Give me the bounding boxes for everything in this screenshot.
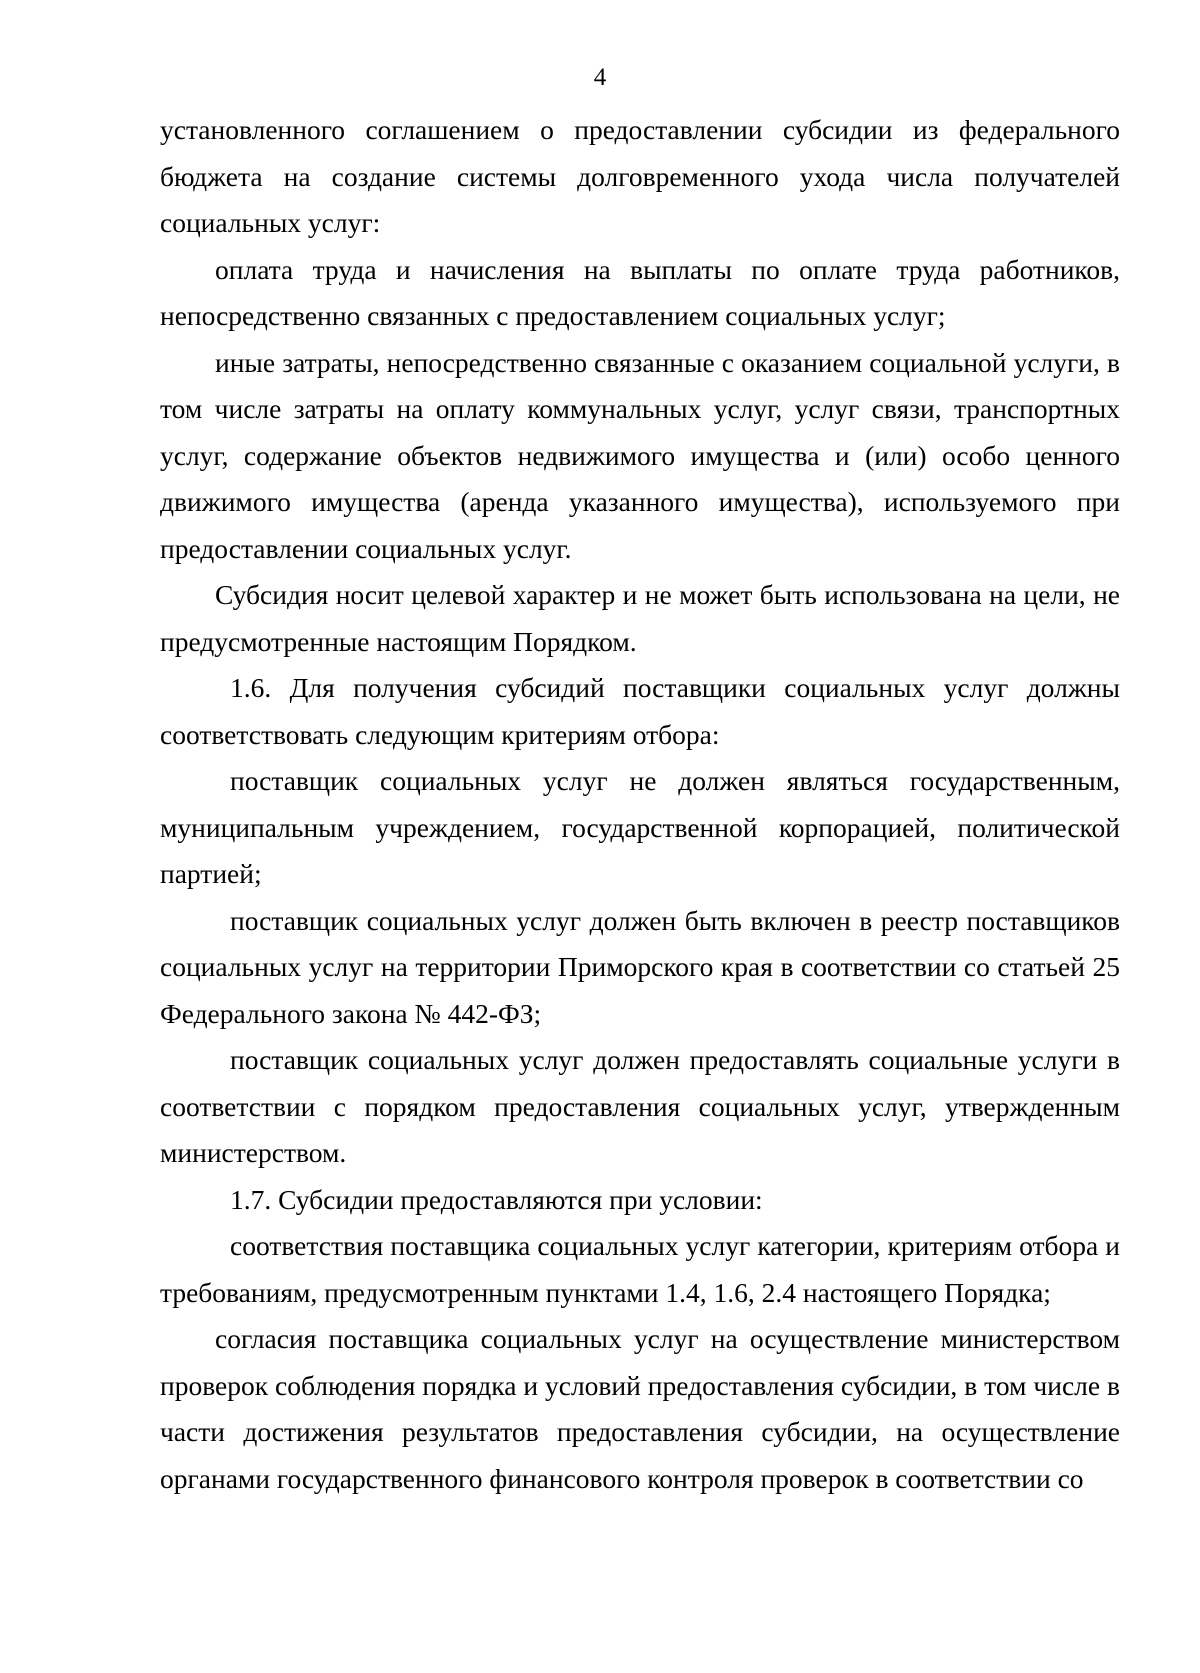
paragraph-subsidy-purpose: Субсидия носит целевой характер и не может быть использована на цели, не предусмотренные настоящим Порядком. bbox=[160, 579, 1120, 657]
paragraph-labor-costs: оплата труда и начисления на выплаты по оплате труда работников, непосредственно связанных с предоставлением социальных услуг; bbox=[160, 253, 1120, 331]
paragraph-condition-consent: согласия поставщика социальных услуг на осуществление министерством проверок соблюдения порядка и условий предоставления субсидии, в том числе в части достижения результатов предоставления субсидии, на осуществление органами государственного финансового контроля проверок в соответствии со bbox=[160, 1323, 1120, 1494]
page-number: 4 bbox=[593, 64, 607, 91]
document-body bbox=[160, 107, 1120, 1502]
paragraph-section-1-7: 1.7. Субсидии предоставляются при условии: bbox=[230, 1183, 763, 1215]
paragraph-continuation: установленного соглашением о предоставлении субсидии из федерального бюджета на создание системы долговременного ухода числа получателей социальных услуг: bbox=[160, 114, 1120, 238]
paragraph-criterion-not-state: поставщик социальных услуг не должен являться государственным, муниципальным учреждением, государственной корпорацией, политической партией; bbox=[160, 765, 1120, 889]
paragraph-section-1-6: 1.6. Для получения субсидий поставщики социальных услуг должны соответствовать следующим критериям отбора: bbox=[160, 672, 1120, 750]
paragraph-other-costs: иные затраты, непосредственно связанные с оказанием социальной услуги, в том числе затраты на оплату коммунальных услуг, услуг связи, транспортных услуг, содержание объектов недвижимого имущества и (или) особо ценного движимого имущества (аренда указанного имущества), используемого при предоставлении социальных услуг. bbox=[160, 346, 1120, 564]
paragraph-condition-compliance: соответствия поставщика социальных услуг категории, критериям отбора и требованиям, предусмотренным пунктами 1.4, 1.6, 2.4 настоящего Порядка; bbox=[160, 1230, 1120, 1308]
paragraph-criterion-procedure: поставщик социальных услуг должен предоставлять социальные услуги в соответствии с порядком предоставления социальных услуг, утвержденным министерством. bbox=[160, 1044, 1120, 1168]
paragraph-criterion-registry: поставщик социальных услуг должен быть включен в реестр поставщиков социальных услуг на территории Приморского края в соответствии со статьей 25 Федерального закона № 442-ФЗ; bbox=[160, 904, 1120, 1029]
